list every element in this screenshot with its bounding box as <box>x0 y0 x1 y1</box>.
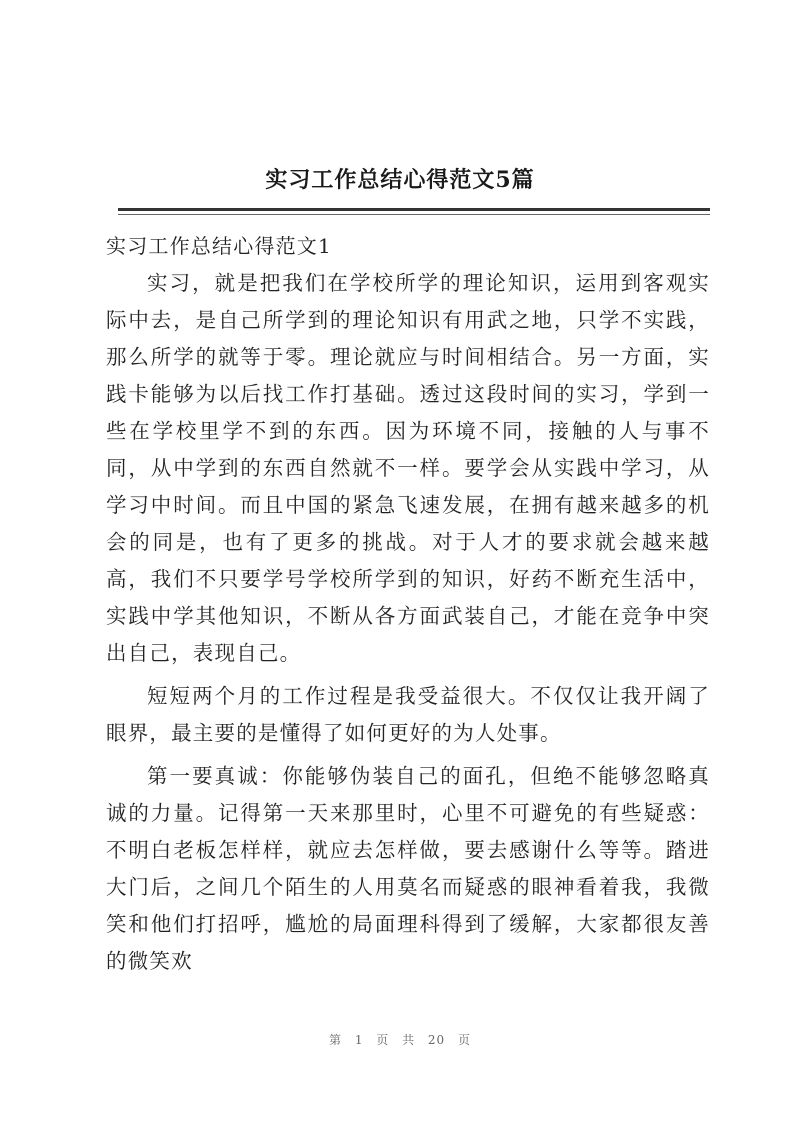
document-title: 实习工作总结心得范文5篇 <box>265 167 535 193</box>
page-footer: 第 1 页 共 20 页 <box>329 1033 471 1047</box>
paragraph: 实习，就是把我们在学校所学的理论知识，运用到客观实际中去，是自己所学到的理论知识有用武之地，只学不实践，那么所学的就等于零。理论就应与时间相结合。另一方面，实践卡能够为以后找工作打基础。透过这段时间的实习，学到一些在学校里学不到的东西。因为环境不同，接触的人与事不同，从中学到的东西自然就不一样。要学会从实践中学习，从学习中时间。而且中国的紧急飞速发展，在拥有越来越多的机会的同是，也有了更多的挑战。对于人才的要求就会越来越高，我们不只要学号学校所学到的知识，好药不断充生活中，实践中学其他知识，不断从各方面武装自己，才能在竞争中突出自己，表现自己。 <box>106 271 710 665</box>
document-body <box>106 228 710 986</box>
title-divider-thin <box>118 214 710 215</box>
paragraph: 第一要真诚：你能够伪装自己的面孔，但绝不能够忽略真诚的力量。记得第一天来那里时，心里不可避免的有些疑惑：不明白老板怎样样，就应去怎样做，要去感谢什么等等。踏进大门后，之间几个陌生的人用莫名而疑惑的眼神看着我，我微笑和他们打招呼，尴尬的局面理科得到了缓解，大家都很友善的微笑欢 <box>106 764 710 973</box>
section-heading: 实习工作总结心得范文1 <box>106 234 332 258</box>
paragraph: 短短两个月的工作过程是我受益很大。不仅仅让我开阔了眼界，最主要的是懂得了如何更好的为人处事。 <box>106 684 710 745</box>
title-divider-thick <box>118 208 710 211</box>
